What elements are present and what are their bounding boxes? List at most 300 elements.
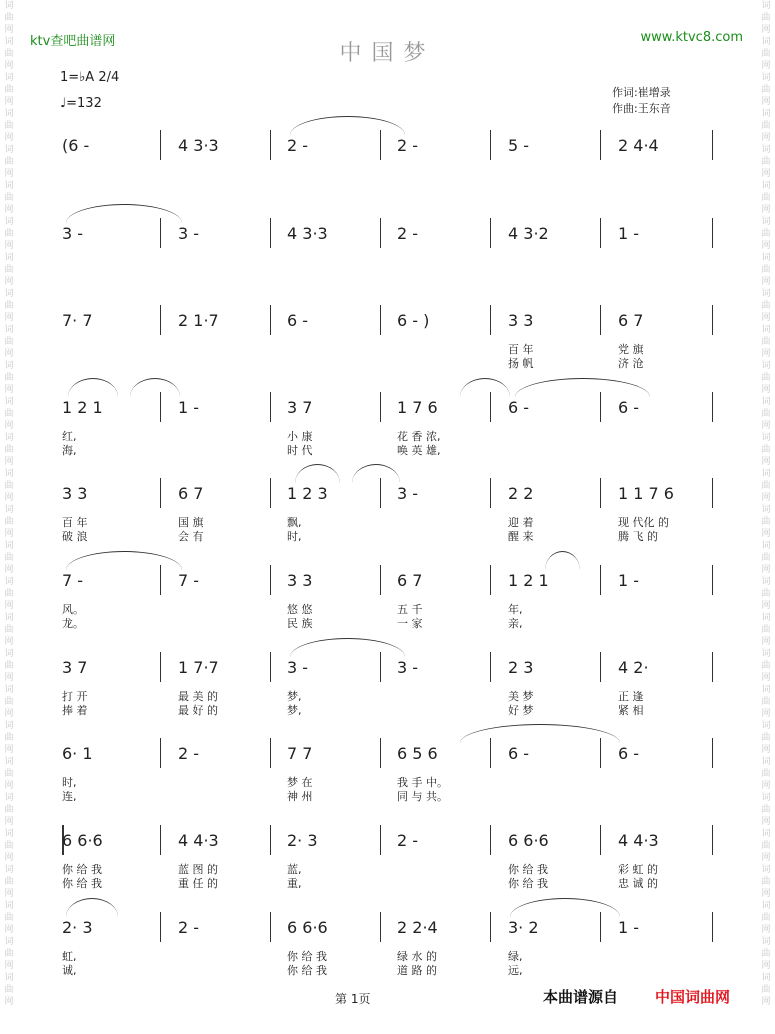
watermark-glyph: 曲 [4,985,14,995]
barline [600,218,601,248]
note-group: 2 - [287,136,309,155]
watermark-glyph: 网 [761,529,771,539]
lyric-verse-2: 忠 诚 的 [618,877,658,890]
watermark-glyph: 词 [761,829,771,839]
lyric-verse-1: 花 香 浓, [397,430,441,443]
barline [712,305,713,335]
watermark-glyph: 曲 [761,733,771,743]
barline [600,825,601,855]
note-group: 2 2·4 [397,918,438,937]
note-group: 4 2· [618,658,649,677]
barline [490,130,491,160]
lyric-verse-1: 美 梦 [508,690,534,703]
watermark-glyph: 曲 [761,661,771,671]
watermark-glyph: 曲 [761,769,771,779]
lyric-verse-2: 民 族 [287,617,313,630]
watermark-glyph: 词 [761,1,771,11]
lyric-verse-1: 最 美 的 [178,690,218,703]
lyric-verse-1: 绿, [508,950,523,963]
barline [380,305,381,335]
lyric-verse-2: 神 州 [287,790,313,803]
watermark-glyph: 曲 [4,445,14,455]
note-group: 6· 1 [62,744,93,763]
note-group: 1 2 3 [287,484,328,503]
source-site: 中国词曲网 [655,988,731,1006]
watermark-glyph: 词 [761,109,771,119]
barline [160,478,161,508]
slur-tie [290,638,405,657]
slur-tie [510,898,620,917]
watermark-glyph: 网 [761,709,771,719]
watermark-glyph: 曲 [4,877,14,887]
watermark-glyph: 曲 [761,373,771,383]
note-group: 6 7 [178,484,204,503]
watermark-glyph: 网 [4,61,14,71]
watermark-glyph: 曲 [761,229,771,239]
watermark-glyph: 曲 [4,337,14,347]
barline [712,392,713,422]
note-group: 4 3·3 [287,224,328,243]
lyric-verse-1: 蓝, [287,863,302,876]
slur-tie [295,464,340,483]
watermark-glyph: 曲 [4,589,14,599]
watermark-glyph: 词 [4,505,14,515]
watermark-glyph: 曲 [761,13,771,23]
watermark-glyph: 词 [4,469,14,479]
lyric-verse-2: 同 与 共。 [397,790,448,803]
watermark-glyph: 网 [761,133,771,143]
watermark-glyph: 词 [4,937,14,947]
watermark-glyph: 网 [761,457,771,467]
barline [712,218,713,248]
barline [600,478,601,508]
watermark-glyph: 网 [4,745,14,755]
watermark-glyph: 曲 [4,301,14,311]
source-label: 本曲谱源自 [543,988,619,1006]
watermark-glyph: 词 [4,577,14,587]
watermark-glyph: 词 [761,73,771,83]
lyric-verse-2: 你 给 我 [287,964,327,977]
watermark-glyph: 曲 [4,769,14,779]
lyric-verse-1: 五 千 [397,603,423,616]
lyric-verse-2: 会 有 [178,530,204,543]
watermark-glyph: 网 [4,673,14,683]
watermark-glyph: 网 [4,349,14,359]
tempo-mark: ♩=132 [60,96,102,111]
note-group: 3 3 [508,311,534,330]
watermark-glyph: 曲 [4,661,14,671]
note-group: 2 2 [508,484,534,503]
note-group: 2 - [397,224,419,243]
note-group: 6 5 6 [397,744,438,763]
watermark-glyph: 网 [4,637,14,647]
watermark-glyph: 网 [4,961,14,971]
song-title: 中国梦 [339,41,436,66]
note-group: 2 4·4 [618,136,659,155]
watermark-glyph: 网 [761,925,771,935]
lyric-verse-2: 梦, [287,704,302,717]
barline [490,825,491,855]
watermark-glyph: 曲 [4,193,14,203]
watermark-glyph: 曲 [4,697,14,707]
note-group: 1 - [618,918,640,937]
lyric-verse-2: 远, [508,964,523,977]
note-group: (6 - [62,136,90,155]
note-group: 6 - [618,744,640,763]
watermark-glyph: 曲 [761,193,771,203]
watermark-glyph: 曲 [761,841,771,851]
watermark-glyph: 曲 [761,517,771,527]
barline [600,305,601,335]
watermark-glyph: 词 [4,1,14,11]
lyric-verse-2: 重 任 的 [178,877,218,890]
note-group: 3 3 [62,484,88,503]
barline [160,305,161,335]
watermark-glyph: 曲 [4,553,14,563]
watermark-glyph: 词 [4,289,14,299]
watermark-glyph: 曲 [761,553,771,563]
watermark-glyph: 词 [4,865,14,875]
note-group: 3 - [397,658,419,677]
watermark-glyph: 网 [4,25,14,35]
watermark-glyph: 网 [761,277,771,287]
watermark-glyph: 曲 [4,229,14,239]
note-group: 6 7 [618,311,644,330]
watermark-glyph: 曲 [761,877,771,887]
watermark-glyph: 词 [4,721,14,731]
watermark-glyph: 词 [4,829,14,839]
note-group: 2 3 [508,658,534,677]
watermark-glyph: 曲 [761,157,771,167]
lyric-verse-2: 重, [287,877,302,890]
barline [490,478,491,508]
watermark-glyph: 曲 [761,409,771,419]
watermark-glyph: 词 [761,721,771,731]
watermark-glyph: 网 [761,493,771,503]
watermark-glyph: 词 [4,37,14,47]
slur-tie [130,378,180,397]
lyric-verse-2: 道 路 的 [397,964,437,977]
lyric-verse-2: 破 浪 [62,530,88,543]
lyric-verse-1: 蓝 图 的 [178,863,218,876]
barline [270,738,271,768]
watermark-glyph: 网 [761,853,771,863]
note-group: 3 7 [287,398,313,417]
watermark-glyph: 网 [4,817,14,827]
barline [380,392,381,422]
watermark-glyph: 网 [761,745,771,755]
barline [270,478,271,508]
watermark-glyph: 词 [761,397,771,407]
slur-tie [515,378,650,397]
right-watermark-strip [759,0,773,1034]
slur-tie [460,724,620,743]
watermark-glyph: 网 [761,241,771,251]
watermark-glyph: 词 [761,217,771,227]
watermark-glyph: 网 [4,133,14,143]
lyric-verse-1: 迎 着 [508,516,534,529]
note-group: 4 3·3 [178,136,219,155]
watermark-glyph: 词 [761,577,771,587]
key-signature: 1=♭A 2/4 [60,70,120,85]
watermark-glyph: 曲 [761,913,771,923]
watermark-glyph: 词 [761,325,771,335]
watermark-glyph: 词 [4,253,14,263]
note-group: 6 - [508,744,530,763]
watermark-glyph: 曲 [4,121,14,131]
lyric-verse-2: 你 给 我 [508,877,548,890]
barline [490,652,491,682]
left-watermark-strip [2,0,16,1034]
lyric-verse-1: 梦, [287,690,302,703]
watermark-glyph: 曲 [4,157,14,167]
lyric-verse-1: 国 旗 [178,516,204,529]
lyric-verse-2: 醒 来 [508,530,534,543]
watermark-glyph: 词 [761,145,771,155]
watermark-glyph: 词 [4,757,14,767]
watermark-glyph: 词 [761,613,771,623]
lyric-verse-2: 诚, [62,964,77,977]
note-group: 6 - ) [397,311,430,330]
watermark-glyph: 网 [4,205,14,215]
watermark-glyph: 网 [4,421,14,431]
barline [600,565,601,595]
watermark-glyph: 网 [761,349,771,359]
watermark-glyph: 曲 [4,517,14,527]
barline [160,652,161,682]
watermark-glyph: 网 [4,565,14,575]
watermark-glyph: 曲 [4,913,14,923]
lyric-verse-1: 打 开 [62,690,88,703]
watermark-glyph: 曲 [761,625,771,635]
barline [270,218,271,248]
watermark-glyph: 网 [4,601,14,611]
note-group: 2 - [397,831,419,850]
watermark-glyph: 词 [4,901,14,911]
lyric-verse-1: 正 逢 [618,690,644,703]
note-group: 3 3 [287,571,313,590]
barline [712,912,713,942]
slur-tie [66,898,118,917]
watermark-glyph: 词 [761,505,771,515]
note-group: 3 - [178,224,200,243]
barline [160,825,161,855]
watermark-glyph: 词 [761,37,771,47]
lyric-verse-2: 扬 帆 [508,357,534,370]
barline [490,218,491,248]
note-group: 7 7 [287,744,313,763]
note-group: 6 7 [397,571,423,590]
barline [712,478,713,508]
watermark-glyph: 网 [761,889,771,899]
barline [712,565,713,595]
watermark-glyph: 词 [4,541,14,551]
note-group: 4 4·3 [178,831,219,850]
lyric-verse-2: 时 代 [287,444,313,457]
watermark-glyph: 词 [761,289,771,299]
note-group: 6 6·6 [62,831,103,850]
watermark-glyph: 词 [4,217,14,227]
note-group: 4 3·2 [508,224,549,243]
watermark-glyph: 网 [761,25,771,35]
watermark-glyph: 网 [761,313,771,323]
note-group: 6 - [618,398,640,417]
watermark-glyph: 词 [761,361,771,371]
note-group: 1 7 6 [397,398,438,417]
watermark-glyph: 网 [4,241,14,251]
note-group: 1 - [618,224,640,243]
barline [712,652,713,682]
watermark-glyph: 曲 [4,85,14,95]
barline [490,565,491,595]
watermark-glyph: 词 [4,613,14,623]
watermark-glyph: 词 [761,541,771,551]
lyric-verse-1: 绿 水 的 [397,950,437,963]
note-group: 6 - [287,311,309,330]
lyric-verse-2: 亲, [508,617,523,630]
barline [490,912,491,942]
watermark-glyph: 曲 [4,841,14,851]
watermark-glyph: 曲 [761,337,771,347]
barline [600,130,601,160]
barline [270,825,271,855]
note-group: 2· 3 [287,831,318,850]
lyric-verse-1: 时, [62,776,77,789]
lyric-verse-2: 好 梦 [508,704,534,717]
watermark-glyph: 网 [761,385,771,395]
watermark-glyph: 网 [761,97,771,107]
barline [712,825,713,855]
watermark-glyph: 词 [4,397,14,407]
lyric-verse-2: 你 给 我 [62,877,102,890]
lyric-verse-1: 现 代化 的 [618,516,669,529]
watermark-glyph: 曲 [761,805,771,815]
lyric-verse-1: 悠 悠 [287,603,313,616]
watermark-glyph: 词 [761,757,771,767]
watermark-glyph: 网 [761,997,771,1007]
barline [380,565,381,595]
watermark-glyph: 曲 [4,265,14,275]
watermark-glyph: 曲 [4,805,14,815]
watermark-glyph: 网 [761,205,771,215]
note-group: 6 6·6 [508,831,549,850]
barline [380,825,381,855]
lyric-verse-1: 党 旗 [618,343,644,356]
note-group: 7 - [178,571,200,590]
lyric-verse-1: 百 年 [508,343,534,356]
lyric-verse-1: 彩 虹 的 [618,863,658,876]
watermark-glyph: 曲 [761,985,771,995]
barline [712,130,713,160]
watermark-glyph: 网 [761,421,771,431]
watermark-glyph: 词 [761,901,771,911]
watermark-glyph: 曲 [4,373,14,383]
watermark-glyph: 曲 [761,49,771,59]
barline [160,738,161,768]
note-group: 1 1 7 6 [618,484,674,503]
composer-credit: 作曲:王东音 [612,102,671,115]
note-group: 3 7 [62,658,88,677]
note-group: 2· 3 [62,918,93,937]
watermark-glyph: 词 [4,73,14,83]
watermark-glyph: 网 [4,277,14,287]
watermark-glyph: 网 [4,853,14,863]
watermark-glyph: 网 [761,781,771,791]
watermark-glyph: 曲 [761,121,771,131]
watermark-glyph: 网 [761,637,771,647]
watermark-glyph: 曲 [761,265,771,275]
note-group: 2 - [397,136,419,155]
watermark-glyph: 词 [4,325,14,335]
barline [270,565,271,595]
watermark-glyph: 词 [761,865,771,875]
barline [490,305,491,335]
note-group: 2 - [178,918,200,937]
lyric-verse-2: 唤 英 雄, [397,444,441,457]
note-group: 2 - [178,744,200,763]
lyric-verse-1: 年, [508,603,523,616]
watermark-glyph: 词 [4,145,14,155]
slur-tie [352,464,400,483]
watermark-glyph: 词 [4,181,14,191]
lyric-verse-1: 我 手 中。 [397,776,448,789]
watermark-glyph: 词 [4,685,14,695]
watermark-glyph: 曲 [761,445,771,455]
watermark-glyph: 词 [761,469,771,479]
watermark-glyph: 曲 [4,409,14,419]
watermark-glyph: 词 [4,649,14,659]
watermark-glyph: 曲 [4,13,14,23]
site-url-right: www.ktvc8.com [640,30,743,45]
barline [270,912,271,942]
watermark-glyph: 词 [4,433,14,443]
watermark-glyph: 网 [761,169,771,179]
slur-tie [68,378,118,397]
watermark-glyph: 网 [4,385,14,395]
lyric-verse-2: 一 家 [397,617,423,630]
barline [160,130,161,160]
watermark-glyph: 词 [761,793,771,803]
barline [270,392,271,422]
watermark-glyph: 词 [761,685,771,695]
watermark-glyph: 词 [761,181,771,191]
watermark-glyph: 网 [761,961,771,971]
note-group: 3 - [287,658,309,677]
barline [270,305,271,335]
watermark-glyph: 网 [761,565,771,575]
barline [600,652,601,682]
lyric-verse-2: 紧 相 [618,704,644,717]
watermark-glyph: 网 [4,709,14,719]
watermark-glyph: 词 [4,973,14,983]
lyric-verse-1: 你 给 我 [508,863,548,876]
watermark-glyph: 曲 [761,697,771,707]
watermark-glyph: 曲 [761,85,771,95]
barline [160,912,161,942]
watermark-glyph: 网 [4,493,14,503]
lyric-verse-2: 海, [62,444,77,457]
lyric-verse-1: 飘, [287,516,302,529]
lyric-verse-1: 红, [62,430,77,443]
lyric-verse-1: 百 年 [62,516,88,529]
watermark-glyph: 词 [4,109,14,119]
barline [270,652,271,682]
note-group: 1 - [178,398,200,417]
barline [270,130,271,160]
slur-tie [460,378,510,397]
lyric-verse-2: 时, [287,530,302,543]
lyricist-credit: 作词:崔增录 [612,86,671,99]
